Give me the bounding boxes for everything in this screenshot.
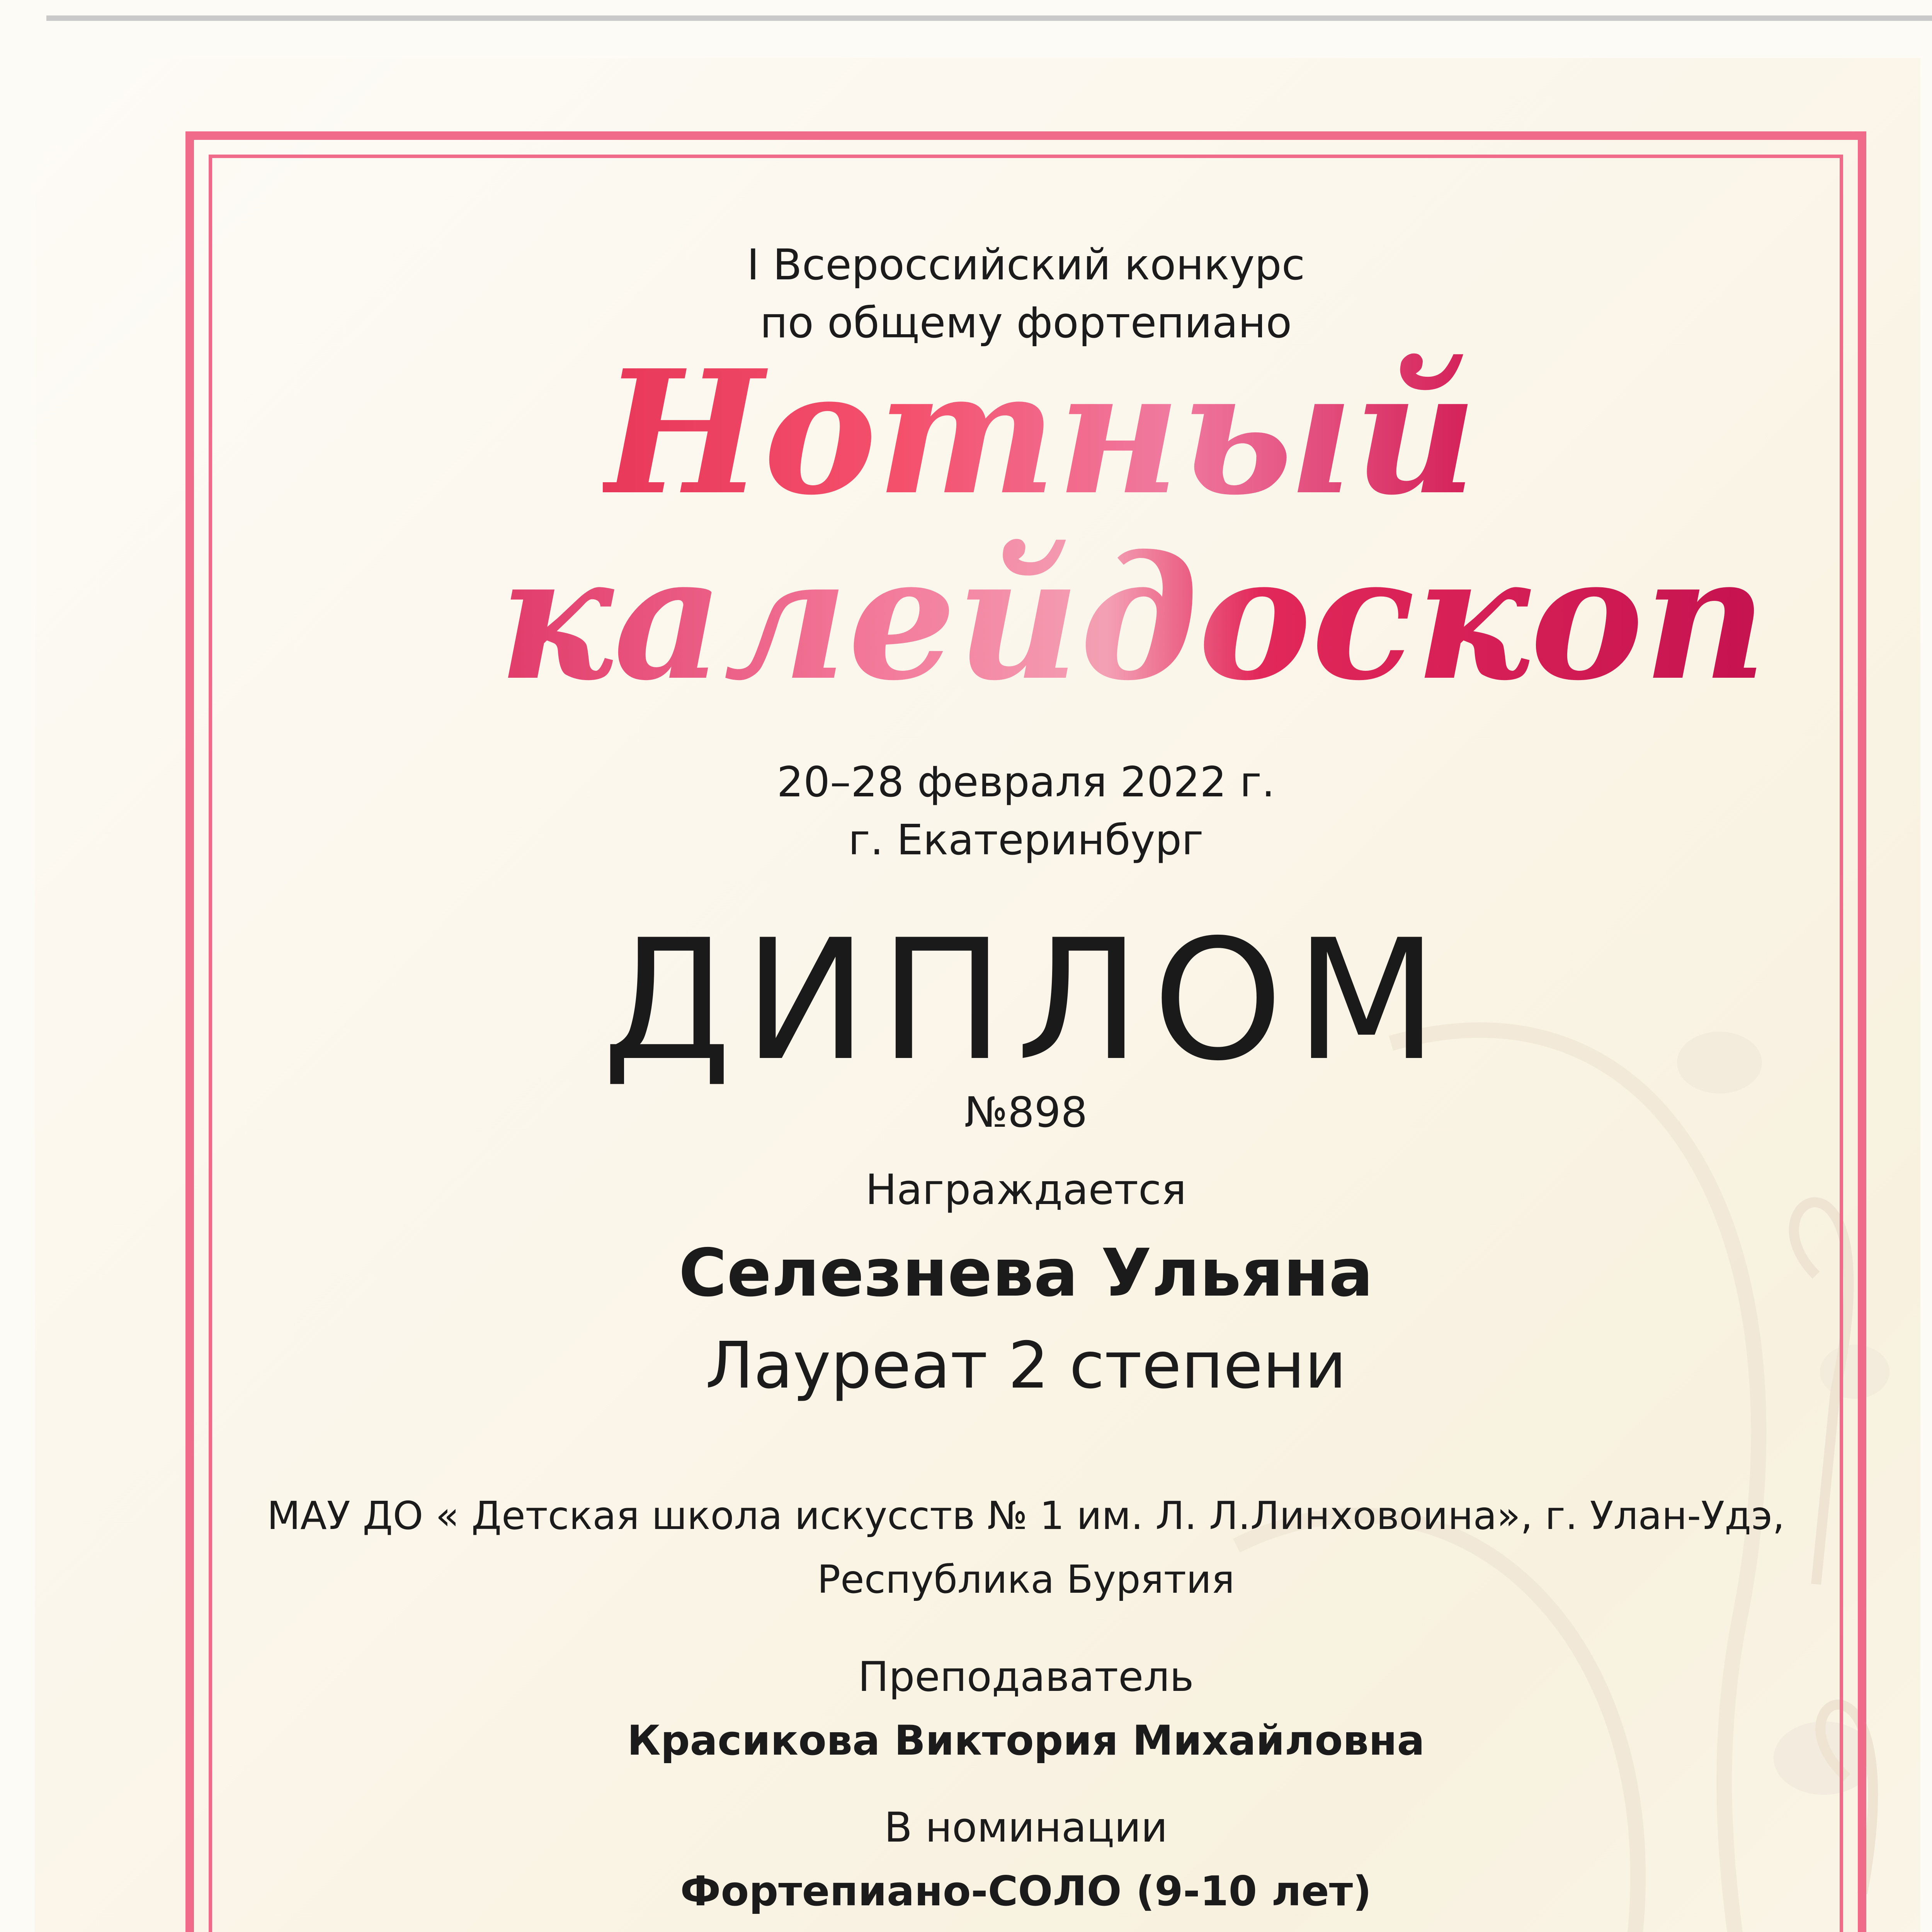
- nomination-label: В номинации: [884, 1804, 1168, 1851]
- teacher-label: Преподаватель: [858, 1653, 1194, 1701]
- nomination-value: Фортепиано-СОЛО (9-10 лет): [680, 1867, 1372, 1915]
- event-info: [209, 753, 1843, 869]
- contest-line-2: по общему фортепиано: [760, 298, 1292, 347]
- school-line-1: МАУ ДО « Детская школа искусств № 1 им. Л. Л.Линховоина», г. Улан-Удэ,: [267, 1493, 1785, 1538]
- awarded-label: Награждается: [865, 1166, 1187, 1214]
- teacher-name: Красикова Виктория Михайловна: [627, 1717, 1425, 1764]
- teacher-block: [209, 1650, 1843, 1770]
- school-block: [209, 1484, 1843, 1611]
- school-line-2: Республика Бурятия: [817, 1557, 1235, 1602]
- award-block: [209, 1163, 1843, 1406]
- recipient-name: Селезнева Ульяна: [679, 1235, 1373, 1311]
- title-line-2: калейдоскоп: [498, 518, 1767, 718]
- diploma-title: ДИПЛОМ: [602, 904, 1450, 1097]
- event-dates: 20–28 февраля 2022 г.: [777, 758, 1275, 806]
- nomination-block: [209, 1801, 1843, 1920]
- diploma-number: №898: [964, 1088, 1088, 1137]
- contest-line-1: I Всероссийский конкурс: [747, 240, 1305, 289]
- award-degree: Лауреат 2 степени: [705, 1328, 1347, 1403]
- diploma-heading: [209, 904, 1843, 1140]
- event-city: г. Екатеринбург: [848, 816, 1204, 864]
- title-line-1: Нотный: [603, 333, 1478, 532]
